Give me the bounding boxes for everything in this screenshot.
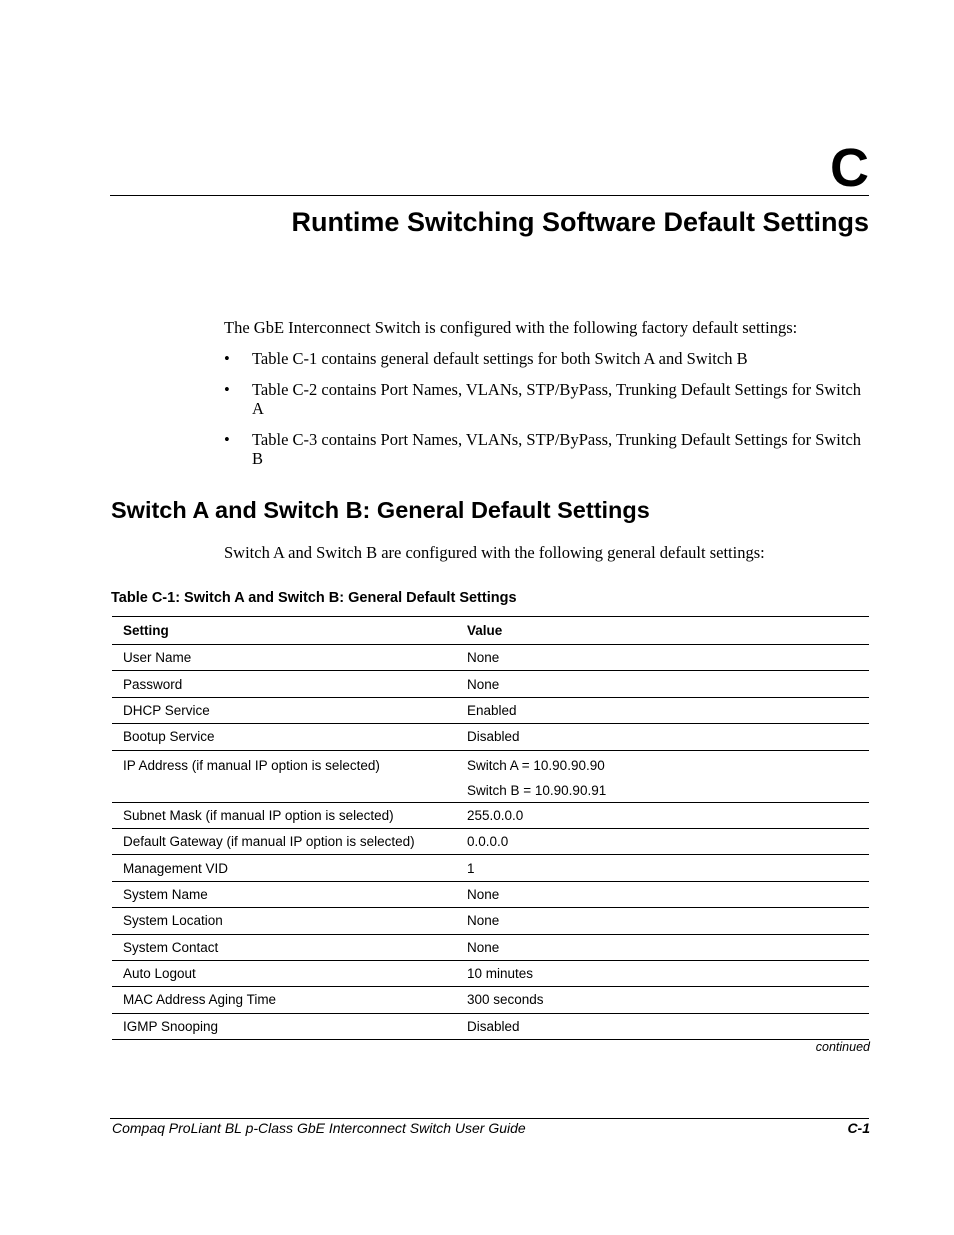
setting-cell: System Contact xyxy=(123,939,219,955)
table-row xyxy=(112,881,869,907)
intro-bullet-list xyxy=(224,349,864,480)
continued-label: continued xyxy=(815,1040,870,1054)
bullet-icon: • xyxy=(224,379,230,399)
bullet-text: Table C-3 contains Port Names, VLANs, STP/ByPass, Trunking Default Settings for Switch B xyxy=(252,429,862,468)
table-row xyxy=(112,750,869,802)
bullet-icon: • xyxy=(224,429,230,449)
bullet-item xyxy=(224,349,864,369)
table-row xyxy=(112,855,869,881)
setting-cell: IGMP Snooping xyxy=(123,1018,219,1034)
intro-paragraph: The GbE Interconnect Switch is configured with the following factory default settings: xyxy=(224,318,798,337)
section-paragraph: Switch A and Switch B are configured with the following general default settings: xyxy=(224,543,765,562)
value-cell xyxy=(456,750,869,802)
value-cell: None xyxy=(467,939,500,955)
value-cell: 0.0.0.0 xyxy=(467,834,509,850)
chapter-title: Runtime Switching Software Default Settings xyxy=(291,207,869,237)
table-row xyxy=(112,960,869,986)
setting-cell: User Name xyxy=(123,650,192,666)
value-cell: None xyxy=(467,676,500,692)
setting-cell: System Location xyxy=(123,913,223,929)
setting-cell: Default Gateway (if manual IP option is selected) xyxy=(123,834,415,850)
table-row xyxy=(112,987,869,1013)
setting-cell: Subnet Mask (if manual IP option is selected) xyxy=(123,807,394,823)
footer-guide-title: Compaq ProLiant BL p-Class GbE Interconnect Switch User Guide xyxy=(112,1120,526,1136)
value-cell: None xyxy=(467,650,500,666)
bullet-item xyxy=(224,430,864,469)
value-cell: 300 seconds xyxy=(467,992,544,1008)
defaults-table-container xyxy=(112,616,869,1040)
value-cell: Enabled xyxy=(467,702,517,718)
bullet-icon: • xyxy=(224,349,230,368)
table-row xyxy=(112,671,869,697)
table-row xyxy=(112,908,869,934)
table-row xyxy=(112,697,869,723)
footer-page-number: C-1 xyxy=(847,1120,870,1136)
chapter-letter: C xyxy=(830,138,869,198)
setting-cell: Management VID xyxy=(123,860,229,876)
setting-cell: DHCP Service xyxy=(123,702,210,718)
value-cell: None xyxy=(467,886,500,902)
setting-cell xyxy=(112,750,456,802)
section-title: Switch A and Switch B: General Default Settings xyxy=(111,497,650,523)
setting-cell: Auto Logout xyxy=(123,966,196,982)
table-row xyxy=(112,724,869,750)
value-cell: 255.0.0.0 xyxy=(467,807,524,823)
header-value: Value xyxy=(467,623,503,638)
chapter-rule xyxy=(110,195,869,196)
value-line: Switch B = 10.90.90.91 xyxy=(467,782,607,798)
value-cell: None xyxy=(467,913,500,929)
value-cell: Disabled xyxy=(467,729,520,745)
defaults-table xyxy=(112,616,869,1040)
setting-cell: Bootup Service xyxy=(123,729,215,745)
table-row xyxy=(112,828,869,854)
table-header-row xyxy=(112,617,869,645)
value-line: Switch A = 10.90.90.90 xyxy=(467,757,605,773)
table-row xyxy=(112,1013,869,1039)
setting-text: IP Address (if manual IP option is selected) xyxy=(123,757,380,773)
setting-cell: MAC Address Aging Time xyxy=(123,992,277,1008)
header-setting: Setting xyxy=(123,623,169,638)
footer-rule xyxy=(110,1118,869,1119)
value-cell: 1 xyxy=(467,860,475,876)
bullet-text: Table C-2 contains Port Names, VLANs, STP/ByPass, Trunking Default Settings for Switch A xyxy=(252,379,862,418)
setting-cell: Password xyxy=(123,676,183,692)
table-row xyxy=(112,934,869,960)
table-caption: Table C-1: Switch A and Switch B: General Default Settings xyxy=(111,590,517,606)
table-row xyxy=(112,802,869,828)
value-cell: Disabled xyxy=(467,1018,520,1034)
table-row xyxy=(112,645,869,671)
setting-cell: System Name xyxy=(123,886,208,902)
bullet-text: Table C-1 contains general default settings for both Switch A and Switch B xyxy=(252,349,748,368)
bullet-item xyxy=(224,380,864,419)
value-cell: 10 minutes xyxy=(467,966,534,982)
